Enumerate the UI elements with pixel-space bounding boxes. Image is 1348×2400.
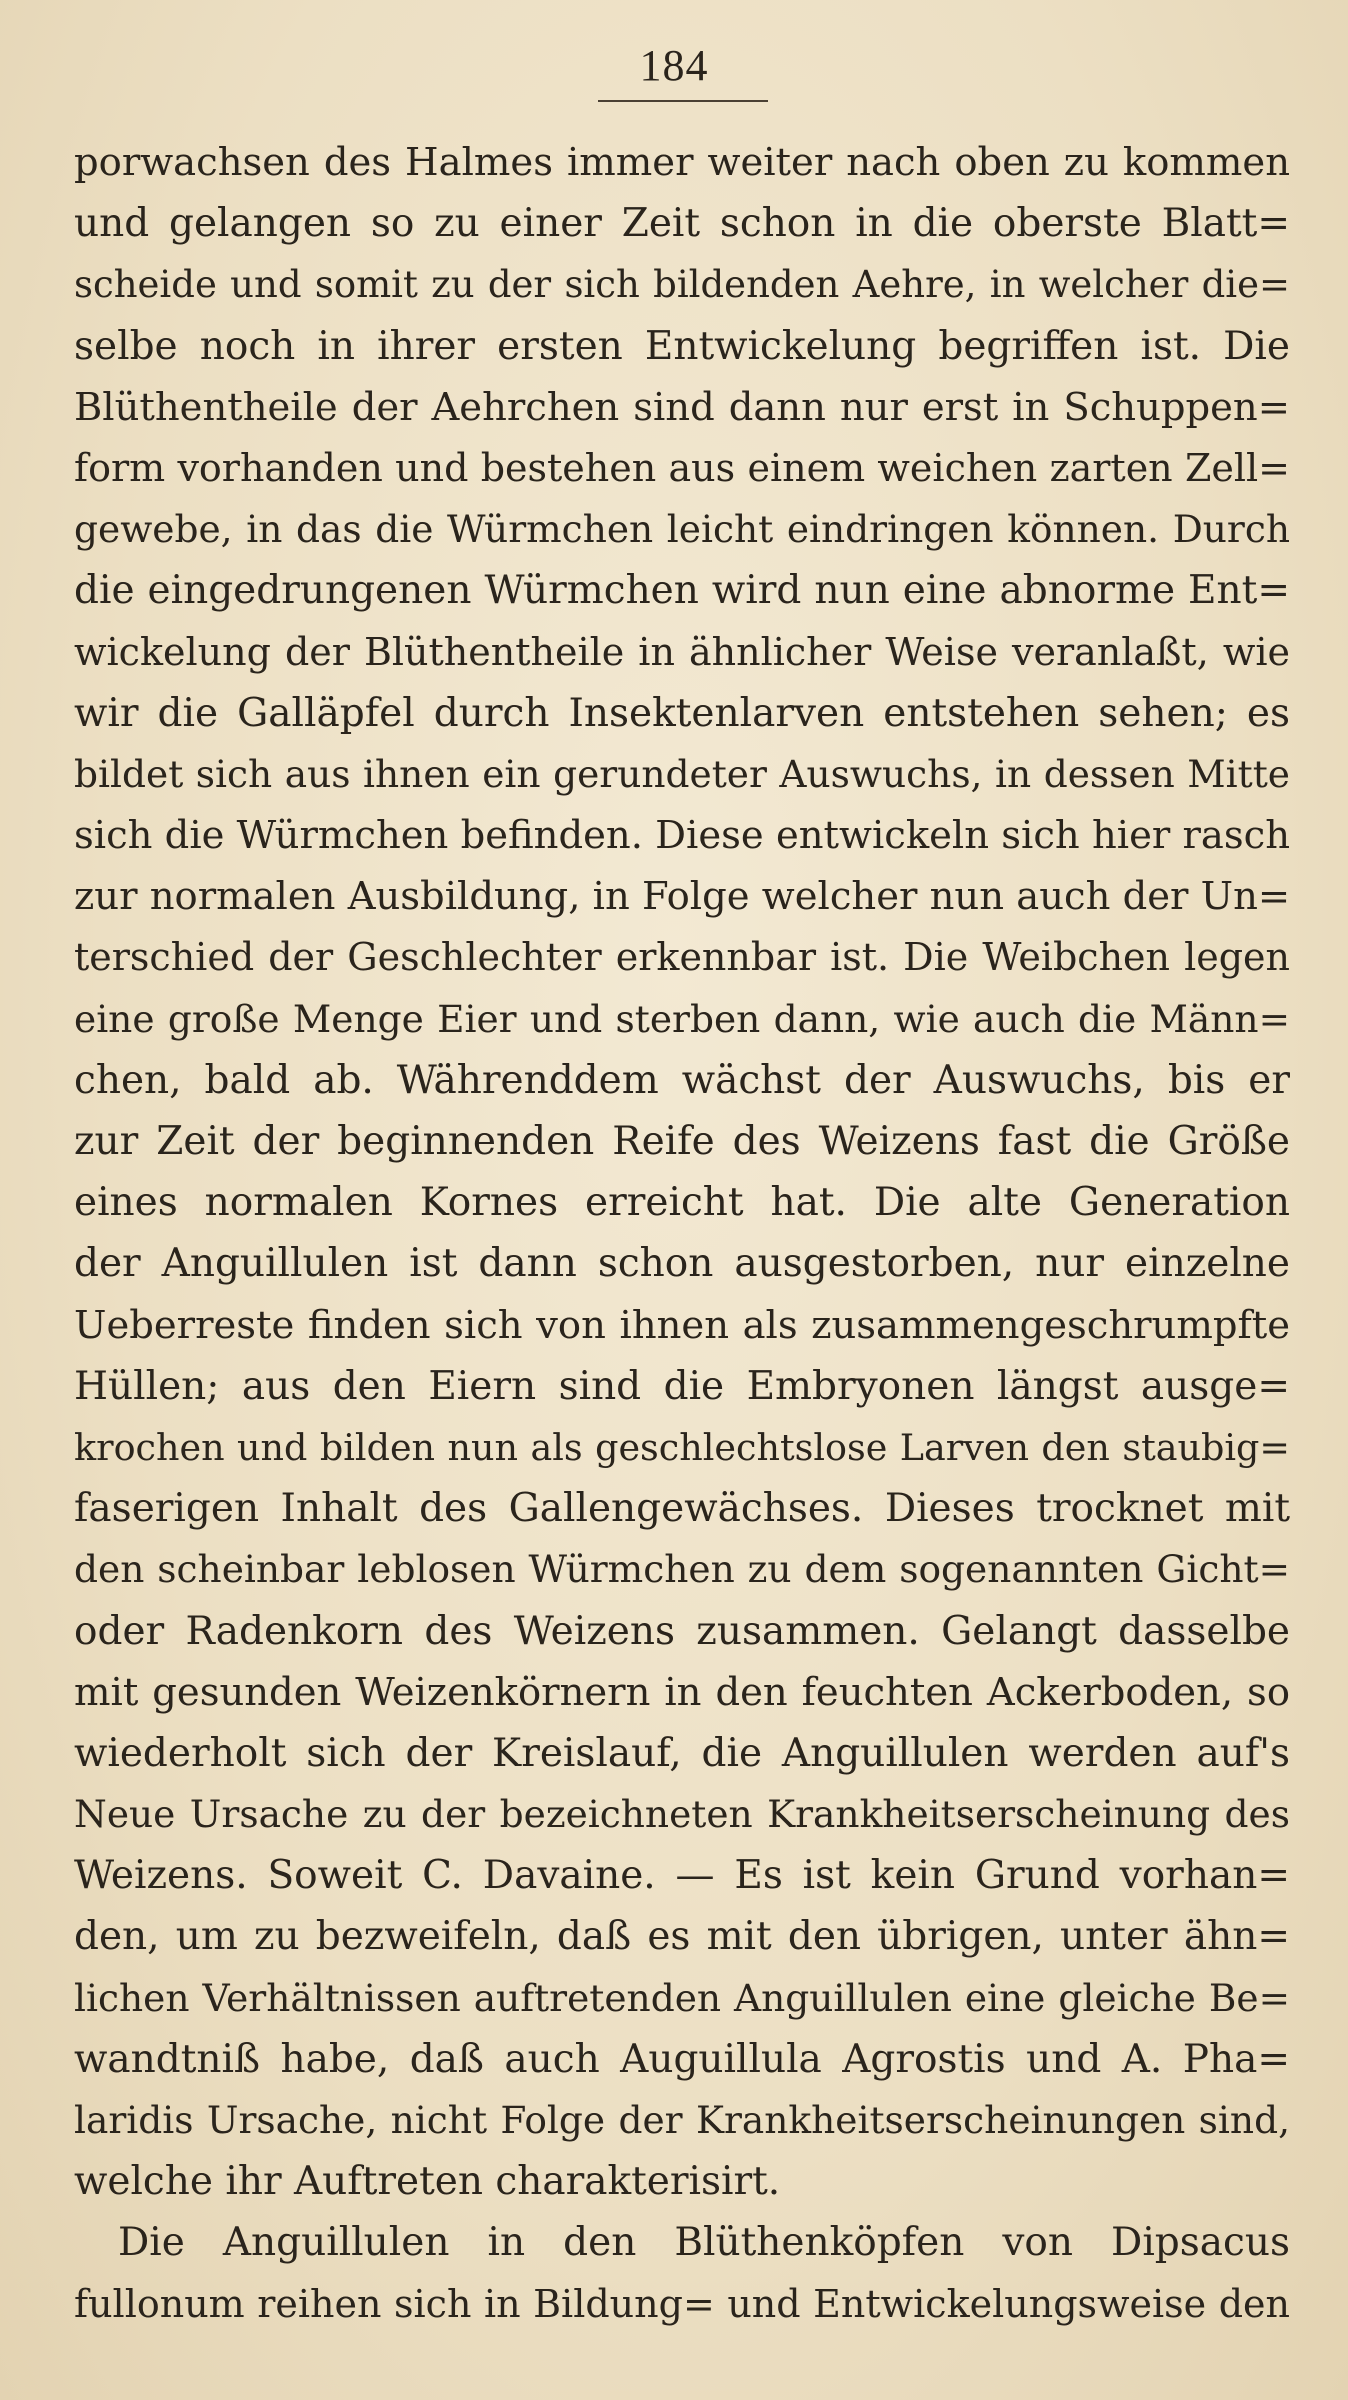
text-line: fullonum reihen sich in Bildung= und Entwickelungsweise den [74,2281,1290,2326]
text-line: wir die Galläpfel durch Insektenlarven entstehen sehen; es [74,690,1290,736]
text-line: Ueberreste finden sich von ihnen als zusammengeschrumpfte [74,1302,1290,1348]
text-line: laridis Ursache, nicht Folge der Krankheitserscheinungen sind, [74,2098,1290,2142]
text-line: zur normalen Ausbildung, in Folge welcher nun auch der Un= [74,874,1290,920]
text-line: gewebe, in das die Würmchen leicht eindringen können. Durch [74,507,1290,552]
text-line: den, um zu bezweifeln, daß es mit den übrigen, unter ähn= [74,1914,1290,1960]
text-line: Blüthentheile der Aehrchen sind dann nur erst in Schuppen= [74,384,1290,430]
text-line: scheide und somit zu der sich bildenden Aehre, in welcher die= [74,263,1290,307]
text-line: form vorhanden und bestehen aus einem weichen zarten Zell= [74,445,1290,490]
paragraph-start-line: Die Anguillulen in den Blüthenköpfen von Dipsacus [118,2220,1290,2266]
text-line: der Anguillulen ist dann schon ausgestorben, nur einzelne [74,1241,1290,1287]
text-line: und gelangen so zu einer Zeit schon in die oberste Blatt= [74,201,1290,247]
text-line: mit gesunden Weizenkörnern in den feuchten Ackerboden, so [74,1669,1290,1715]
header-rule [598,100,768,102]
page-number: 184 [639,41,709,90]
text-line: den scheinbar leblosen Würmchen zu dem sogenannten Gicht= [74,1547,1290,1592]
paragraph-end-line: welche ihr Auftreten charakterisirt. [74,2159,781,2205]
text-line: eine große Menge Eier und sterben dann, wie auch die Männ= [74,996,1290,1041]
text-line: bildet sich aus ihnen ein gerundeter Auswuchs, in dessen Mitte [74,751,1290,796]
text-line: sich die Würmchen befinden. Diese entwickeln sich hier rasch [74,813,1290,859]
text-line: zur Zeit der beginnenden Reife des Weizens fast die Größe [74,1119,1290,1164]
text-line: krochen und bilden nun als geschlechtslose Larven den staubig= [74,1425,1290,1469]
text-line: chen, bald ab. Währenddem wächst der Auswuchs, bis er [74,1057,1290,1103]
text-line: wiederholt sich der Kreislauf, die Anguillulen werden auf's [74,1730,1290,1776]
text-line: eines normalen Kornes erreicht hat. Die alte Generation [74,1180,1290,1226]
text-line: lichen Verhältnissen auftretenden Anguillulen eine gleiche Be= [74,1975,1290,2020]
text-line: wickelung der Blüthentheile in ähnlicher Weise veranlaßt, wie [74,629,1290,674]
text-line: wandtniß habe, daß auch Auguillula Agrostis und A. Pha= [74,2036,1290,2082]
text-line: Hüllen; aus den Eiern sind die Embryonen längst ausge= [74,1363,1290,1409]
text-line: faserigen Inhalt des Gallengewächses. Dieses trocknet mit [74,1486,1290,1532]
text-line: oder Radenkorn des Weizens zusammen. Gelangt dasselbe [74,1608,1290,1654]
text-line: porwachsen des Halmes immer weiter nach oben zu kommen [74,140,1290,185]
text-line: selbe noch in ihrer ersten Entwickelung begriffen ist. Die [74,323,1290,369]
text-line: Neue Ursache zu der bezeichneten Krankheitserscheinung des [74,1792,1290,1837]
text-line: die eingedrungenen Würmchen wird nun eine abnorme Ent= [74,568,1290,614]
text-line: Weizens. Soweit C. Davaine. — Es ist kein Grund vorhan= [74,1853,1290,1899]
text-line: terschied der Geschlechter erkennbar ist. Die Weibchen legen [74,935,1290,980]
body-text [74,132,1290,2335]
